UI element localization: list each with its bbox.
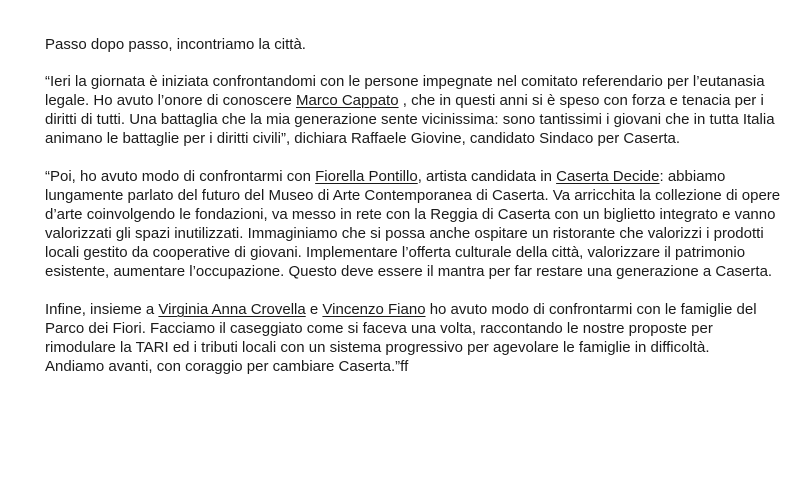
paragraph-text: , artista candidata in — [417, 168, 557, 185]
link-marco-cappato[interactable]: Marco Cappato — [296, 92, 399, 109]
link-caserta-decide[interactable]: Caserta Decide — [556, 168, 660, 185]
paragraph-text: “Ieri la giornata è iniziata confrontandomi con le persone impegnate nel comitato referendario per l’eutanasia legale. Ho avuto l’onore di conoscere — [45, 73, 765, 109]
paragraph-text: , che in questi anni si è speso con forza e tenacia per i diritti di tutti. Una battaglia che la mia generazione sente vicinissima: sono tantissimi i giovani che in tutta Italia animano le battaglie per i diritti civili”, dichiara Raffaele Giovine, candidato Sindaco per Caserta. — [45, 92, 775, 147]
paragraph-text: ho avuto modo di confrontarmi con le famiglie del Parco dei Fiori. Facciamo il caseggiato come si faceva una volta, raccontando le nostre proposte per rimodulare la TARI ed i tributi locali con un sistema progressivo per agevolare le famiglie in difficoltà. — [45, 301, 757, 356]
link-vincenzo-fiano[interactable]: Vincenzo Fiano — [322, 301, 426, 318]
paragraph-text: e — [305, 301, 323, 318]
closing-line: Andiamo avanti, con coraggio per cambiare Caserta.”ff — [45, 358, 409, 375]
article-title: Passo dopo passo, incontriamo la città. — [45, 36, 306, 53]
quote-paragraph-3 — [45, 300, 785, 357]
paragraph-text: “Poi, ho avuto modo di confrontarmi con — [45, 168, 316, 185]
link-virginia-anna-crovella[interactable]: Virginia Anna Crovella — [158, 301, 306, 318]
quote-paragraph-2 — [45, 167, 785, 281]
link-fiorella-pontillo[interactable]: Fiorella Pontillo — [315, 168, 418, 185]
paragraph-text: Infine, insieme a — [45, 301, 159, 318]
quote-paragraph-1 — [45, 72, 785, 148]
paragraph-text: : abbiamo lungamente parlato del futuro del Museo di Arte Contemporanea di Caserta. Va arricchita la collezione di opere d’arte coinvolgendo le fondazioni, va messo in rete con la Reggia di Caserta con un biglietto integrato e vanno valorizzati gli spazi inutilizzati. Immaginiamo che si possa anche ospitare un ristorante che valorizzi i prodotti locali gestito da cooperative di giovani. Implementare l’offerta culturale della città, valorizzare il patrimonio esistente, aumentare l’occupazione. Questo deve essere il mantra per far restare una generazione a Caserta. — [45, 168, 781, 280]
article-body — [45, 35, 785, 376]
